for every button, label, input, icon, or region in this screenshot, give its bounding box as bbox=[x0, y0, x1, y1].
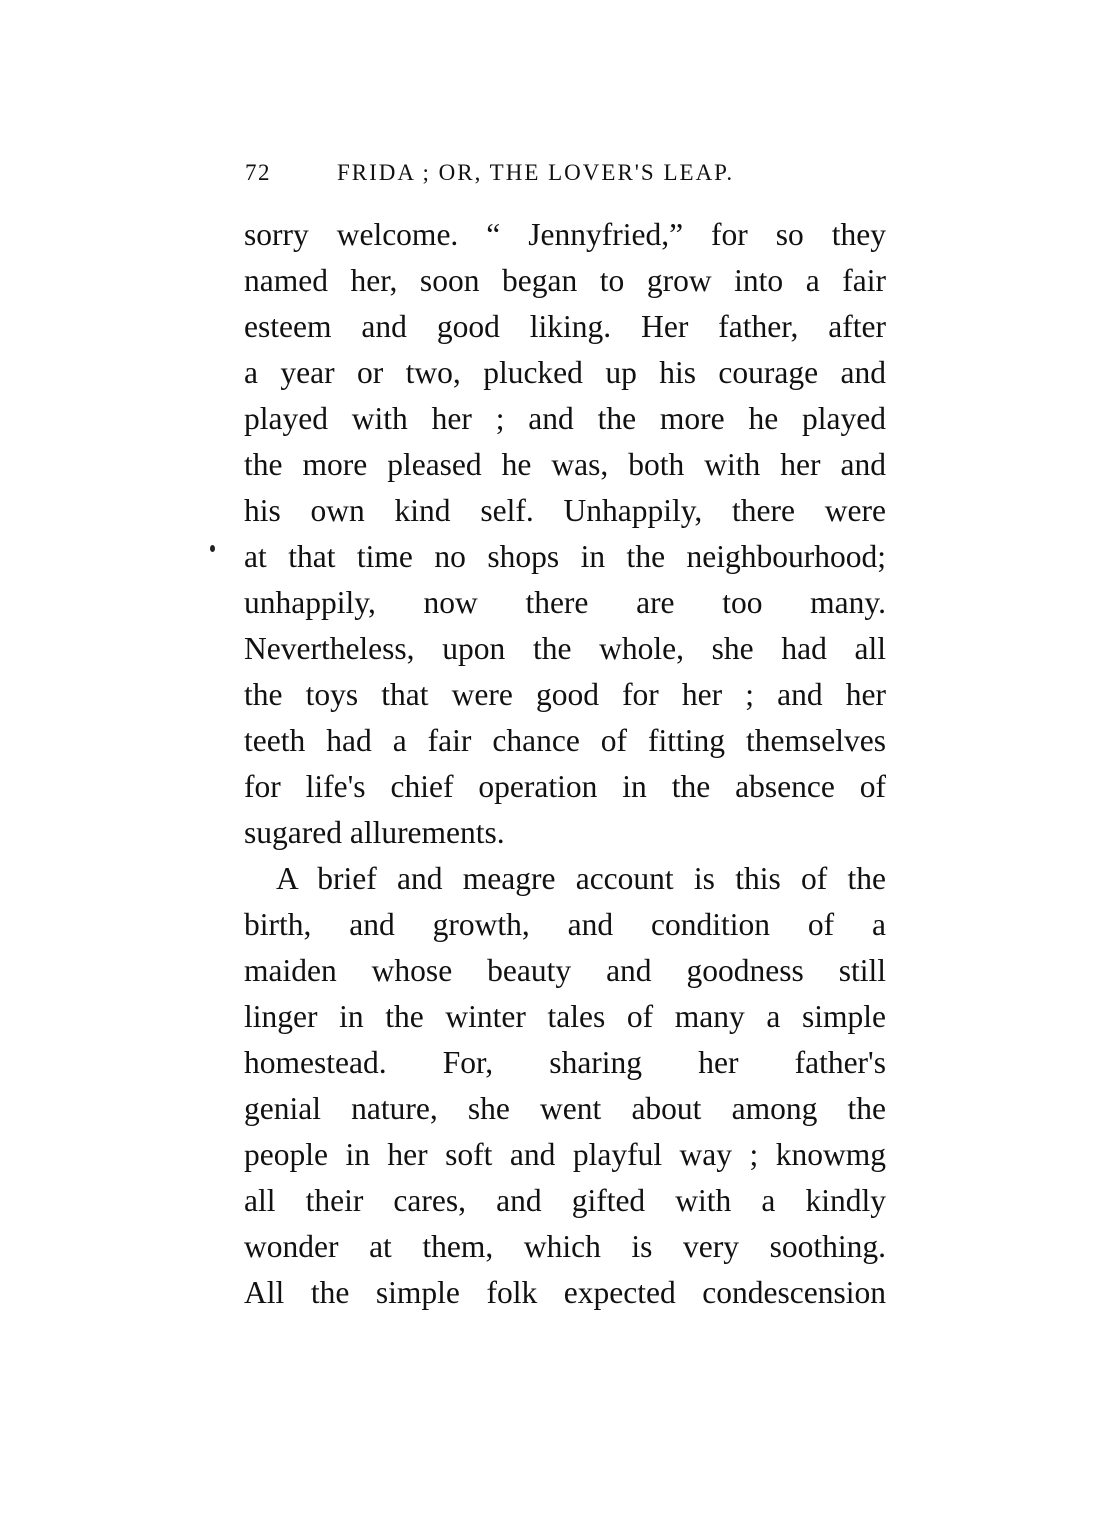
text-line: All the simple folk expected condescension bbox=[244, 1275, 886, 1310]
paragraph-1 bbox=[244, 212, 886, 856]
text-line: all their cares, and gifted with a kindly bbox=[244, 1183, 886, 1218]
text-line: genial nature, she went about among the bbox=[244, 1091, 886, 1126]
text-line: the more pleased he was, both with her and bbox=[244, 447, 886, 482]
text-line: maiden whose beauty and goodness still bbox=[244, 953, 886, 988]
text-line: birth, and growth, and condition of a bbox=[244, 907, 886, 942]
text-line: the toys that were good for her ; and her bbox=[244, 677, 886, 712]
body-text bbox=[244, 212, 886, 1316]
text-line: at that time no shops in the neighbourhood; bbox=[244, 539, 886, 574]
text-line: for life's chief operation in the absence of bbox=[244, 769, 886, 804]
text-line: wonder at them, which is very soothing. bbox=[244, 1229, 886, 1264]
text-line: linger in the winter tales of many a simple bbox=[244, 999, 886, 1034]
text-line: sorry welcome. “ Jennyfried,” for so they bbox=[244, 217, 886, 252]
text-line: teeth had a fair chance of fitting themselves bbox=[244, 723, 886, 758]
text-line: sugared allurements. bbox=[244, 815, 505, 850]
text-line: A brief and meagre account is this of the bbox=[276, 861, 886, 896]
text-line: his own kind self. Unhappily, there were bbox=[244, 493, 886, 528]
page-number: 72 bbox=[245, 160, 271, 185]
running-title: FRIDA ; OR, THE LOVER'S LEAP. bbox=[337, 160, 735, 185]
text-line: named her, soon began to grow into a fair bbox=[244, 263, 886, 298]
text-line: unhappily, now there are too many. bbox=[244, 585, 886, 620]
text-line: esteem and good liking. Her father, after bbox=[244, 309, 886, 344]
margin-mark bbox=[210, 545, 215, 552]
text-line: Nevertheless, upon the whole, she had all bbox=[244, 631, 886, 666]
paragraph-2 bbox=[244, 856, 886, 1316]
text-line: a year or two, plucked up his courage and bbox=[244, 355, 886, 390]
text-line: homestead. For, sharing her father's bbox=[244, 1045, 886, 1080]
text-line: people in her soft and playful way ; knowmg bbox=[244, 1137, 886, 1172]
running-head bbox=[245, 160, 885, 194]
text-line: played with her ; and the more he played bbox=[244, 401, 886, 436]
